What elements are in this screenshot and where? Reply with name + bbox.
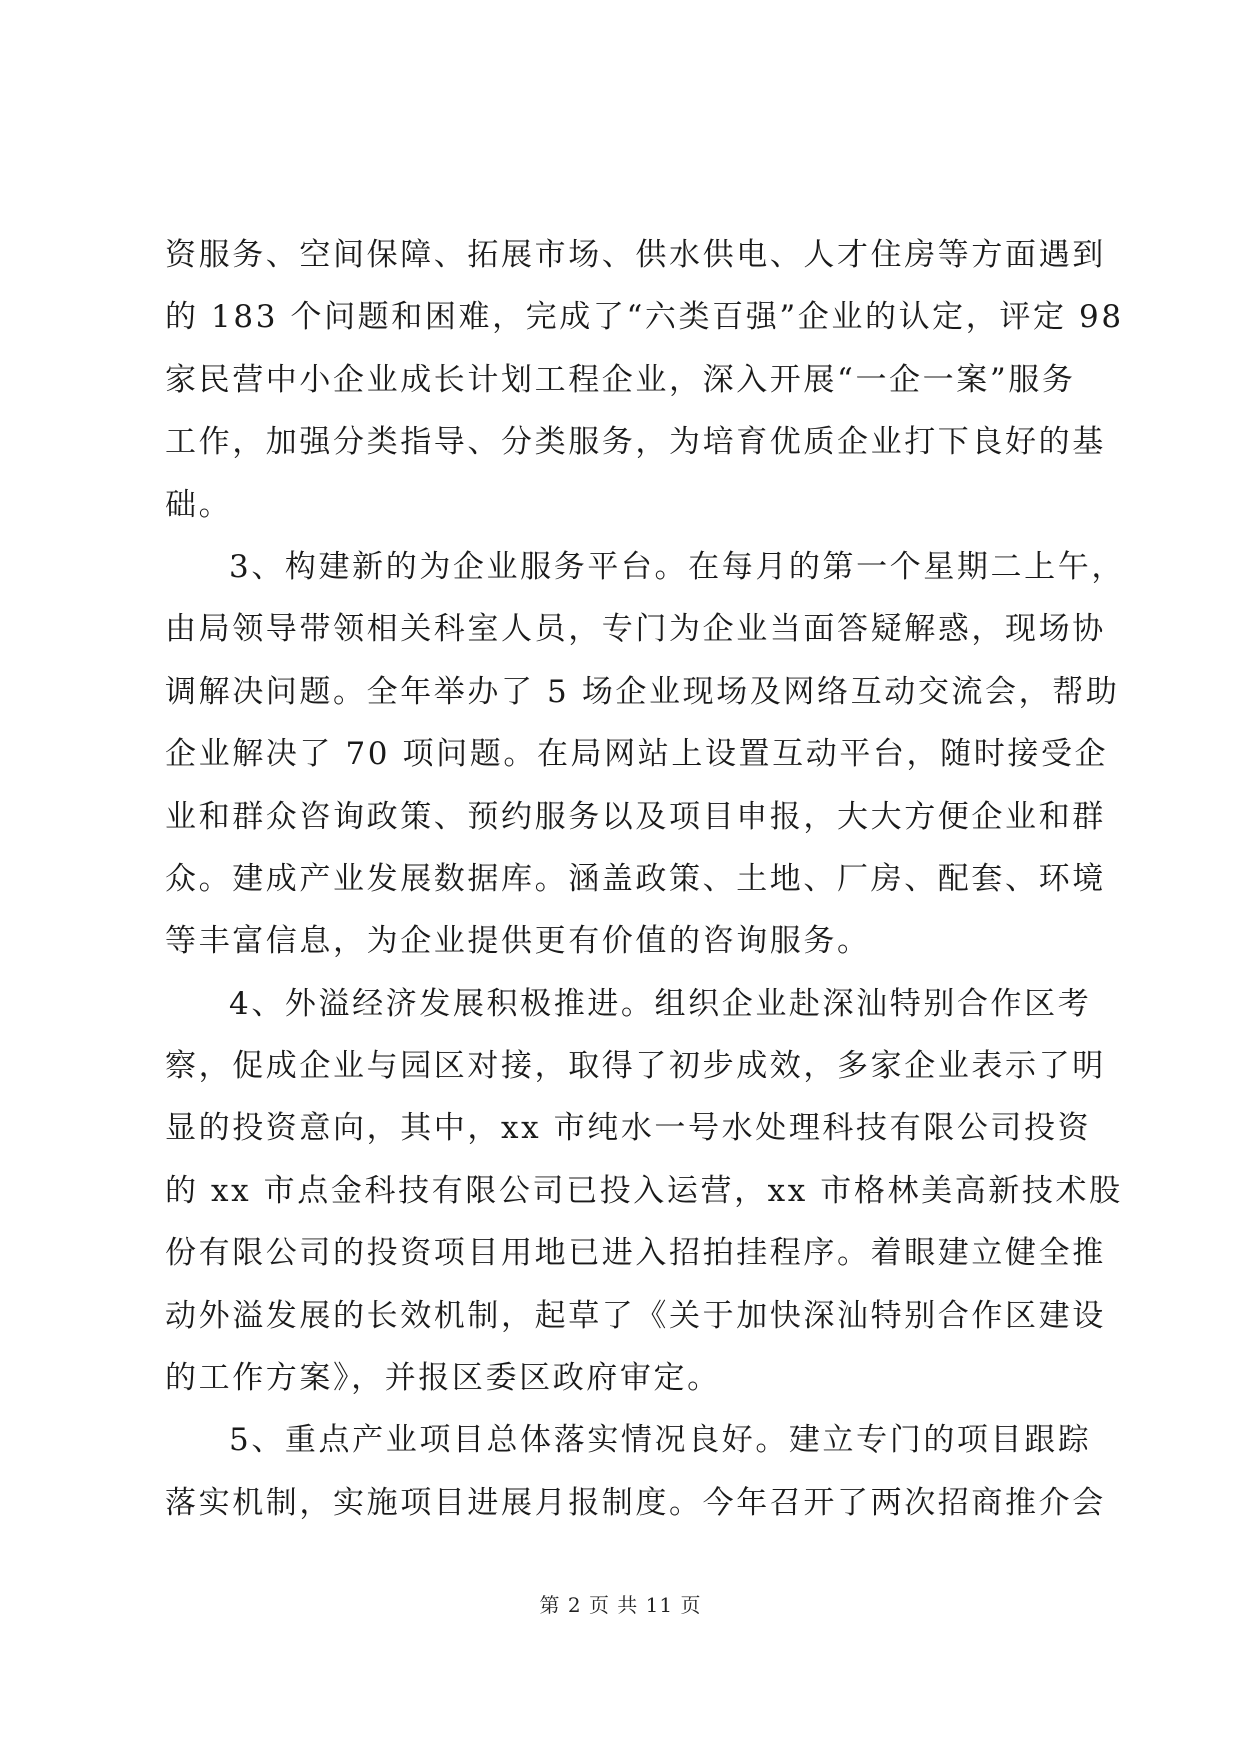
text-line: 调解决问题。全年举办了 5 场企业现场及网络互动交流会，帮助 — [165, 673, 1120, 710]
text-line: 5、重点产业项目总体落实情况良好。建立专门的项目跟踪 — [229, 1422, 1092, 1459]
text-line: 由局领导带领相关科室人员，专门为企业当面答疑解惑，现场协 — [165, 611, 1106, 648]
text-line: 的工作方案》，并报区委区政府审定。 — [165, 1360, 721, 1397]
text-line: 的 xx 市点金科技有限公司已投入运营，xx 市格林美高新技术股 — [165, 1172, 1123, 1209]
text-line: 察，促成企业与园区对接，取得了初步成效，多家企业表示了明 — [165, 1048, 1106, 1085]
text-line: 3、构建新的为企业服务平台。在每月的第一个星期二上午， — [229, 548, 1125, 585]
page-footer: 第 2 页 共 11 页 — [539, 1593, 702, 1617]
text-line: 众。建成产业发展数据库。涵盖政策、土地、厂房、配套、环境 — [165, 860, 1106, 897]
text-line: 动外溢发展的长效机制，起草了《关于加快深汕特别合作区建设 — [165, 1297, 1106, 1334]
text-line: 础。 — [165, 486, 233, 523]
text-line: 显的投资意向，其中，xx 市纯水一号水处理科技有限公司投资 — [165, 1110, 1092, 1147]
text-line: 等丰富信息，为企业提供更有价值的咨询服务。 — [165, 923, 871, 960]
text-line: 企业解决了 70 项问题。在局网站上设置互动平台，随时接受企 — [165, 736, 1109, 773]
text-line: 的 183 个问题和困难，完成了“六类百强”企业的认定，评定 98 — [165, 299, 1124, 336]
text-line: 4、外溢经济发展积极推进。组织企业赴深汕特别合作区考 — [229, 985, 1092, 1022]
text-line: 资服务、空间保障、拓展市场、供水供电、人才住房等方面遇到 — [165, 237, 1106, 273]
text-line: 家民营中小企业成长计划工程企业，深入开展“一企一案”服务 — [165, 361, 1076, 398]
text-line: 业和群众咨询政策、预约服务以及项目申报，大大方便企业和群 — [165, 798, 1106, 835]
document-body — [165, 224, 1125, 1534]
text-line: 工作，加强分类指导、分类服务，为培育优质企业打下良好的基 — [165, 424, 1106, 461]
text-line: 落实机制，实施项目进展月报制度。今年召开了两次招商推介会 — [165, 1484, 1106, 1521]
text-line: 份有限公司的投资项目用地已进入招拍挂程序。着眼建立健全推 — [165, 1235, 1106, 1272]
